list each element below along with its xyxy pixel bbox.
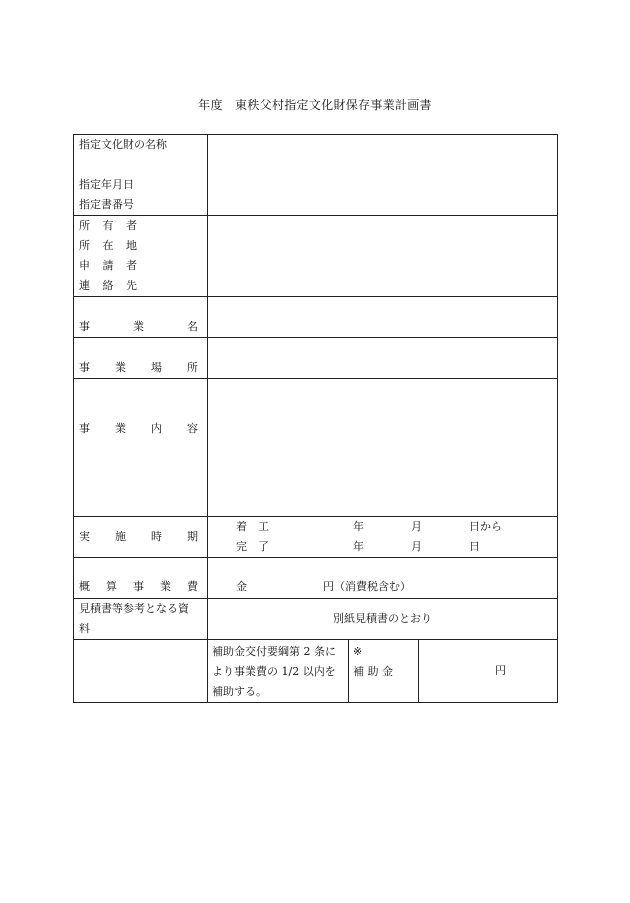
- period-label: 実 施 時 期: [79, 530, 198, 543]
- parties-value-cell[interactable]: [208, 216, 558, 297]
- subsidy-mark: ※: [353, 645, 363, 658]
- location-label: 所 在 地: [79, 239, 137, 252]
- end-label: 完 了: [236, 540, 269, 553]
- subsidy-label: 補 助 金: [353, 665, 393, 678]
- subsidy-blank-cell: [74, 640, 208, 703]
- cost-yen-tax-label: 円（消費税含む）: [323, 580, 411, 593]
- start-year-unit: 年: [353, 520, 364, 533]
- row-project-place: [74, 338, 558, 379]
- subsidy-label-cell: [349, 640, 419, 703]
- cultural-property-label-cell: [74, 135, 208, 216]
- document-title: 年度 東秩父村指定文化財保存事業計画書: [198, 98, 432, 112]
- start-label: 着 工: [236, 520, 269, 533]
- property-name-label: 指定文化財の名称: [79, 138, 167, 151]
- cost-kin-label: 金: [236, 580, 247, 593]
- row-cost: [74, 558, 558, 599]
- row-estimate: [74, 599, 558, 640]
- row-parties: [74, 216, 558, 297]
- subsidy-yen-unit: 円: [495, 664, 506, 677]
- project-name-label-cell: [74, 297, 208, 338]
- project-name-label: 事 業 名: [79, 320, 198, 333]
- project-place-label: 事 業 場 所: [79, 361, 198, 374]
- row-period: [74, 517, 558, 558]
- project-place-value-cell[interactable]: [208, 338, 558, 379]
- end-day-unit: 日: [469, 540, 480, 553]
- project-content-label: 事 業 内 容: [79, 422, 198, 435]
- estimate-value: 別紙見積書のとおり: [333, 612, 432, 625]
- subsidy-amount-cell[interactable]: [419, 640, 558, 703]
- project-content-label-cell: [74, 379, 208, 517]
- estimate-label-cell: [74, 599, 208, 640]
- designation-date-label: 指定年月日: [79, 178, 134, 191]
- contact-label: 連 絡 先: [79, 279, 137, 292]
- cultural-property-value-cell[interactable]: [208, 135, 558, 216]
- start-day-unit: 日から: [469, 520, 502, 533]
- end-year-unit: 年: [353, 540, 364, 553]
- plan-form-table: [73, 134, 558, 703]
- parties-label-cell: [74, 216, 208, 297]
- cost-label: 概 算 事 業 費: [79, 580, 198, 593]
- period-value-cell[interactable]: [208, 517, 558, 558]
- cost-label-cell: [74, 558, 208, 599]
- project-content-value-cell[interactable]: [208, 379, 558, 517]
- estimate-value-cell[interactable]: [208, 599, 558, 640]
- end-month-unit: 月: [411, 540, 422, 553]
- subsidy-note-line2: より事業費の 1/2 以内を: [212, 665, 336, 678]
- project-name-value-cell[interactable]: [208, 297, 558, 338]
- estimate-label-line1: 見積書等参考となる資: [79, 602, 189, 615]
- cost-value-cell[interactable]: [208, 558, 558, 599]
- designation-number-label: 指定書番号: [79, 198, 134, 211]
- start-month-unit: 月: [411, 520, 422, 533]
- row-project-name: [74, 297, 558, 338]
- subsidy-note-line1: 補助金交付要綱第 2 条に: [212, 645, 336, 658]
- estimate-label-line2: 料: [79, 622, 90, 635]
- owner-label: 所 有 者: [79, 219, 137, 232]
- subsidy-note-line3: 補助する。: [212, 685, 267, 698]
- row-project-content: [74, 379, 558, 517]
- row-subsidy: [74, 640, 558, 703]
- row-cultural-property: [74, 135, 558, 216]
- subsidy-note-cell: [208, 640, 349, 703]
- applicant-label: 申 請 者: [79, 259, 137, 272]
- project-place-label-cell: [74, 338, 208, 379]
- period-label-cell: [74, 517, 208, 558]
